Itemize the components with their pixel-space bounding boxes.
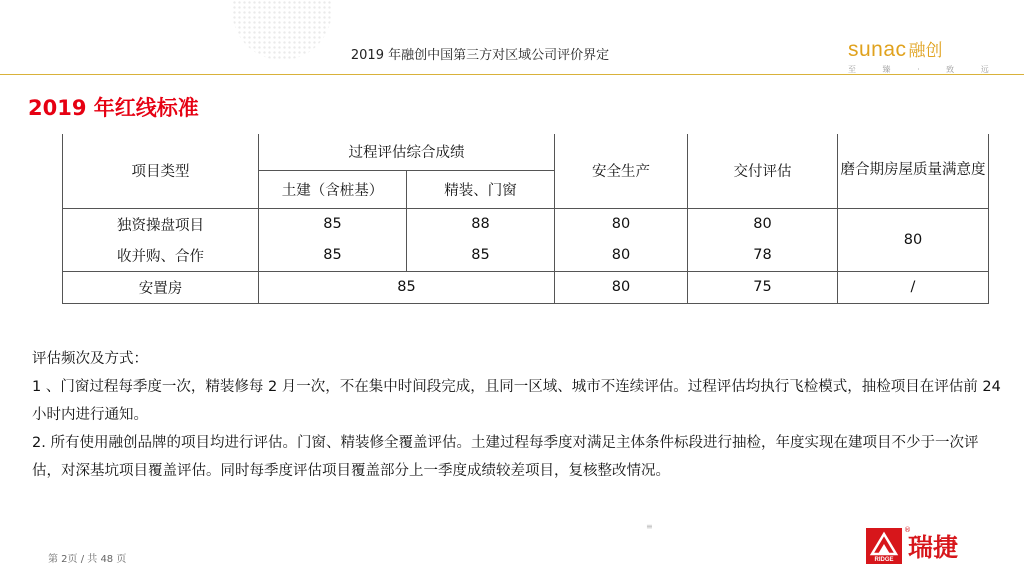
small-mark: ≡ [646,522,653,531]
cell-delivery: 78 [688,240,838,271]
header-delivery: 交付评估 [688,134,838,208]
header-title: 2019 年融创中国第三方对区域公司评价界定 [350,48,610,63]
header-process-eval: 过程评估综合成绩 [259,134,555,170]
table-row [63,271,989,303]
cell-safety: 80 [555,208,688,240]
ridge-mountain-icon [866,526,911,564]
header-civil: 土建（含桩基） [259,170,407,208]
cell-process: 85 [259,271,555,303]
redline-standards-table [62,134,989,304]
notes-item-2: 2. 所有使用融创品牌的项目均进行评估。门窗、精装修全覆盖评估。土建过程每季度对满足主体条件标段进行抽检，年度实现在建项目不少于一次评估，对深基坑项目覆盖评估。同时每季度评估项目覆盖部分上一季度成绩较差项目，复核整改情况。 [32,435,979,479]
header-satisfaction: 磨合期房屋质量满意度 [838,134,989,208]
ridge-logo [866,528,958,564]
cell-type: 独资操盘项目 [63,208,259,240]
page-number: 第 2页 / 共 48 页 [48,554,127,565]
ridge-en-label: RIDGE [874,557,894,563]
cell-type: 收并购、合作 [63,240,259,271]
cell-safety: 80 [555,271,688,303]
registered-mark: ® [904,526,911,534]
logo-slogan: 至 臻 · 致 远 [848,65,1001,74]
ridge-cn-label: 瑞捷 [908,533,959,562]
header-safety: 安全生产 [555,134,688,208]
cell-decoration: 88 [407,208,555,240]
header-decoration: 精装、门窗 [407,170,555,208]
cell-delivery: 75 [688,271,838,303]
cell-civil: 85 [259,208,407,240]
logo-wordmark: sunac [848,38,907,61]
page-heading: 2019 年红线标准 [28,96,199,120]
header-project-type: 项目类型 [63,134,259,208]
cell-satisfaction: / [838,271,989,303]
cell-decoration: 85 [407,240,555,271]
cell-civil: 85 [259,240,407,271]
table-row [63,208,989,240]
notes-item-1: 1 、门窗过程每季度一次，精装修每 2 月一次，不在集中时间段完成，且同一区域、城市不连续评估。过程评估均执行飞检模式，抽检项目在评估前 24 小时内进行通知。 [32,379,1001,423]
notes-title: 评估频次及方式： [32,351,148,367]
sunac-logo [848,36,1001,75]
cell-satisfaction-merged: 80 [838,208,989,271]
cell-safety: 80 [555,240,688,271]
logo-chinese-name: 融创 [908,41,943,61]
cell-delivery: 80 [688,208,838,240]
cell-type: 安置房 [63,271,259,303]
evaluation-notes [32,345,1002,485]
